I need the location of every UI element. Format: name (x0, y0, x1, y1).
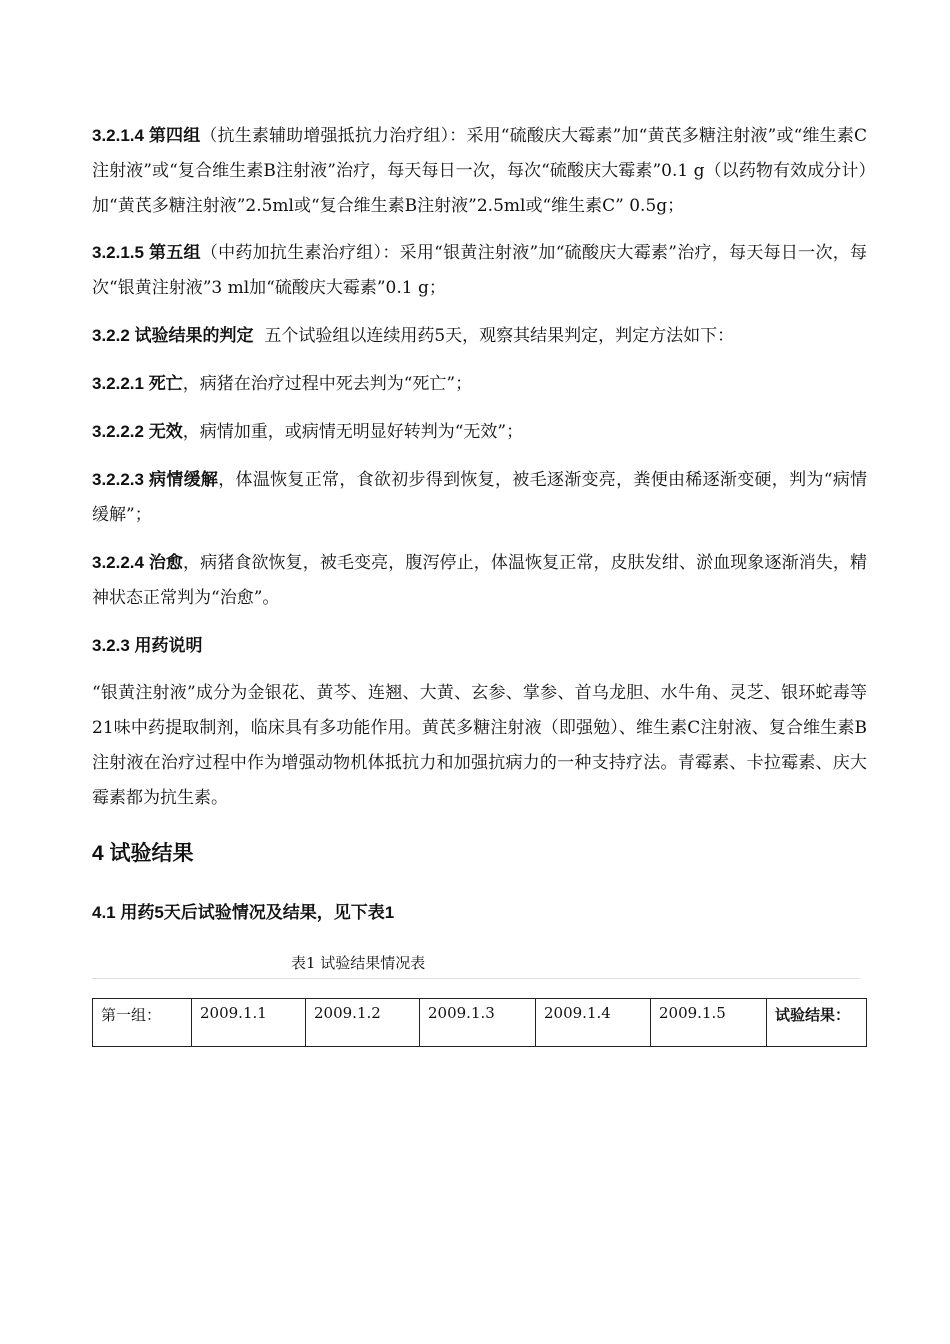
paragraph-heading: 3.2.1.5 第五组 (92, 243, 201, 262)
table-cell-group: 第一组： (93, 999, 192, 1047)
paragraph-heading: 3.2.2.2 无效 (92, 422, 183, 441)
paragraph-remission (92, 462, 867, 533)
paragraph-body: （抗生素辅助增强抵抗力治疗组）：采用“硫酸庆大霉素”加“黄芪多糖注射液”或“维生素C注射液”或“复合维生素B注射液”治疗，每天每日一次，每次“硫酸庆大霉素”0.1 g（以药物有效成分计）加“黄芪多糖注射液”2.5ml或“复合维生素B注射液”2.5ml或“维生素C” 0.5g； (92, 126, 867, 216)
paragraph-result-judgement (92, 318, 867, 354)
paragraph-heading: 3.2.2.3 病情缓解 (92, 470, 219, 489)
paragraph-group-four (92, 118, 867, 224)
paragraph-body: 五个试验组以连续用药5天，观察其结果判定，判定方法如下： (253, 326, 735, 346)
table-cell-result: 试验结果： (767, 999, 867, 1047)
paragraph-group-five (92, 235, 867, 306)
paragraph-heading: 3.2.1.4 第四组 (92, 126, 201, 145)
table-caption: 表1 试验结果情况表 (291, 954, 426, 972)
section-title: 4 试验结果 (92, 842, 194, 865)
paragraph-body: ，体温恢复正常，食欲初步得到恢复，被毛逐渐变亮，粪便由稀逐渐变硬，判为“病情缓解”； (92, 470, 867, 525)
table-row (93, 999, 867, 1047)
paragraph-cured (92, 545, 867, 616)
table-cell-date: 2009.1.1 (192, 999, 306, 1047)
table-cell-date: 2009.1.4 (536, 999, 651, 1047)
paragraph-heading: 3.2.3 用药说明 (92, 636, 203, 655)
subsection-title: 4.1 用药5天后试验情况及结果，见下表1 (92, 903, 395, 922)
paragraph-heading: 3.2.2.4 治愈 (92, 553, 184, 572)
paragraph-heading: 3.2.2 试验结果的判定 (92, 326, 254, 345)
paragraph-body: ，病情加重，或病情无明显好转判为“无效”； (182, 422, 524, 442)
table-cell-date: 2009.1.5 (651, 999, 767, 1047)
paragraph-medication-heading (92, 628, 867, 664)
document-page (92, 118, 867, 1047)
paragraph-body: ，病猪在治疗过程中死去判为“死亡”； (182, 374, 473, 394)
results-table (92, 998, 867, 1047)
paragraph-body: “银黄注射液”成分为金银花、黄芩、连翘、大黄、玄参、掌参、首乌龙胆、水牛角、灵芝、银环蛇毒等21味中药提取制剂，临床具有多功能作用。黄芪多糖注射液（即强勉）、维生素C注射液、复合维生素B注射液在治疗过程中作为增强动物机体抵抗力和加强抗病力的一种支持疗法。青霉素、卡拉霉素、庆大霉素都为抗生素。 (92, 683, 867, 808)
paragraph-ineffective (92, 414, 867, 450)
table-cell-date: 2009.1.2 (306, 999, 420, 1047)
paragraph-body: ，病猪食欲恢复，被毛变亮，腹泻停止，体温恢复正常，皮肤发绀、淤血现象逐渐消失，精神状态正常判为“治愈”。 (92, 553, 868, 608)
paragraph-body: （中药加抗生素治疗组）：采用“银黄注射液”加“硫酸庆大霉素”治疗，每天每日一次，每次“银黄注射液”3 ml加“硫酸庆大霉素”0.1 g； (92, 243, 867, 298)
paragraph-medication-notes (92, 676, 867, 816)
paragraph-death (92, 366, 867, 402)
divider (92, 978, 859, 979)
table-cell-date: 2009.1.3 (420, 999, 536, 1047)
paragraph-heading: 3.2.2.1 死亡 (92, 374, 183, 393)
